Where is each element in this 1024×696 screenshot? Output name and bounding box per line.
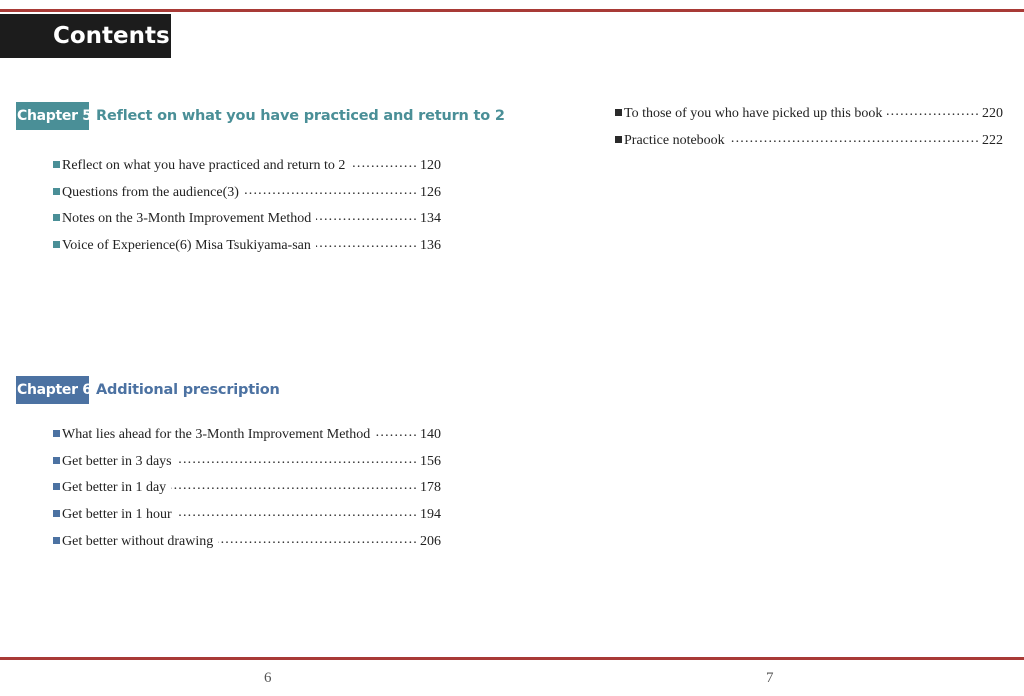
toc-entry-title: Voice of Experience(6) Misa Tsukiyama-san xyxy=(62,238,311,254)
contents-banner: Contents xyxy=(0,14,171,58)
toc-entry[interactable] xyxy=(53,451,441,478)
chapter-6-title: Additional prescription xyxy=(96,382,280,398)
chapter-5-heading xyxy=(16,102,505,130)
toc-entry-page: 220 xyxy=(982,106,1003,121)
toc-entry-page: 178 xyxy=(420,480,441,496)
chapter-6-toc-list xyxy=(53,424,441,557)
toc-entry-title: Get better in 1 hour xyxy=(62,507,172,523)
square-bullet-icon xyxy=(615,136,622,143)
toc-entry-title: Practice notebook xyxy=(624,132,725,148)
toc-entry-title: Get better in 1 day xyxy=(62,480,167,496)
toc-entry-page: 140 xyxy=(420,427,441,442)
chapter-6-tag: Chapter 6 xyxy=(16,376,89,404)
square-bullet-icon xyxy=(53,430,60,437)
toc-entry-title: Notes on the 3-Month Improvement Method xyxy=(62,211,312,227)
dot-leader xyxy=(316,208,418,222)
dot-leader xyxy=(350,155,418,169)
right-page-toc-list xyxy=(615,103,1003,156)
toc-entry[interactable] xyxy=(53,155,441,182)
toc-entry[interactable] xyxy=(53,424,441,451)
chapter-6-heading xyxy=(16,376,280,404)
bottom-rule xyxy=(0,657,1024,660)
square-bullet-icon xyxy=(53,483,60,490)
square-bullet-icon xyxy=(53,214,60,221)
dot-leader xyxy=(887,103,980,117)
dot-leader xyxy=(316,235,418,249)
toc-entry-title: Reflect on what you have practiced and return to 2 xyxy=(62,158,346,173)
toc-entry-page: 222 xyxy=(982,132,1003,148)
square-bullet-icon xyxy=(53,457,60,464)
square-bullet-icon xyxy=(53,161,60,168)
toc-entry[interactable] xyxy=(53,182,441,209)
toc-entry-page: 206 xyxy=(420,533,441,549)
dot-leader xyxy=(177,451,418,465)
dot-leader xyxy=(244,182,418,196)
chapter-5-tag: Chapter 5 xyxy=(16,102,89,130)
toc-entry-title: Questions from the audience(3) xyxy=(62,184,239,200)
toc-entry-page: 136 xyxy=(420,238,441,254)
chapter-5-title: Reflect on what you have practiced and return to 2 xyxy=(96,108,505,124)
toc-entry[interactable] xyxy=(53,477,441,504)
toc-entry-title: Get better without drawing xyxy=(62,533,214,549)
dot-leader xyxy=(375,424,418,438)
toc-entry-page: 156 xyxy=(420,453,441,469)
toc-entry-page: 120 xyxy=(420,158,441,173)
chapter-5-toc-list xyxy=(53,155,441,262)
toc-entry-title: What lies ahead for the 3-Month Improvement Method xyxy=(62,427,371,442)
toc-entry[interactable] xyxy=(53,208,441,235)
toc-entry-title: Get better in 3 days xyxy=(62,453,172,469)
toc-entry[interactable] xyxy=(53,504,441,531)
toc-entry[interactable] xyxy=(615,103,1003,130)
toc-entry-page: 126 xyxy=(420,184,441,200)
toc-entry[interactable] xyxy=(53,531,441,558)
right-page-number: 7 xyxy=(766,670,774,686)
square-bullet-icon xyxy=(53,510,60,517)
toc-entry-page: 194 xyxy=(420,507,441,523)
square-bullet-icon xyxy=(53,537,60,544)
dot-leader xyxy=(218,531,418,545)
top-rule xyxy=(0,9,1024,12)
toc-entry[interactable] xyxy=(53,235,441,262)
dot-leader xyxy=(177,504,418,518)
dot-leader xyxy=(171,477,418,491)
toc-entry-page: 134 xyxy=(420,211,441,227)
square-bullet-icon xyxy=(53,241,60,248)
toc-entry-title: To those of you who have picked up this book xyxy=(624,106,883,121)
square-bullet-icon xyxy=(615,109,622,116)
left-page-number: 6 xyxy=(264,670,272,686)
toc-entry[interactable] xyxy=(615,130,1003,157)
dot-leader xyxy=(730,130,980,144)
square-bullet-icon xyxy=(53,188,60,195)
